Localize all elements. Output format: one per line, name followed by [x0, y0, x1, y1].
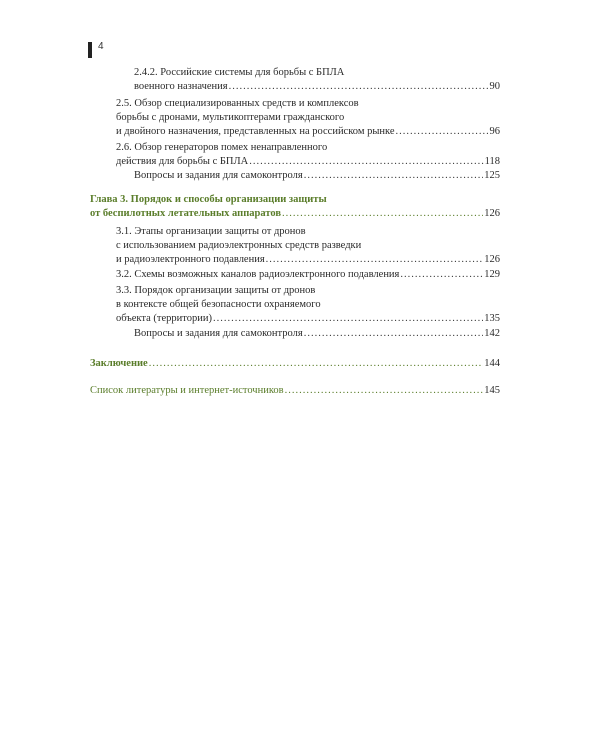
page-marker-bar: [88, 42, 92, 58]
toc-entry-2-4-2[interactable]: [134, 80, 500, 94]
toc-2-6-title-cont: действия для борьбы с БПЛА: [116, 156, 249, 167]
toc-questions-ch2-page: 125: [484, 170, 500, 181]
toc-conclusion-title: Заключение: [90, 358, 148, 369]
toc-questions-ch3-title: Вопросы и задания для самоконтроля: [134, 328, 303, 339]
toc-entry-3-3[interactable]: [116, 312, 500, 326]
toc-3-1-title: 3.1. Этапы организации защиты от дронов: [116, 226, 306, 237]
toc-2-5-title-cont: борьбы с дронами, мультикоптерами гражданского: [116, 112, 345, 123]
toc-chapter-3-title: Глава 3. Порядок и способы организации защиты: [90, 194, 327, 205]
toc-3-3-title-end: объекта (территории): [116, 313, 212, 324]
toc-entry-questions-ch2[interactable]: [134, 169, 500, 183]
toc-leader: [304, 327, 484, 341]
toc-3-2-page: 129: [484, 269, 500, 280]
toc-leader: [285, 384, 484, 398]
toc-2-6-title: 2.6. Обзор генераторов помех ненаправленного: [116, 142, 328, 153]
toc-2-6-page: 118: [484, 156, 500, 167]
toc-entry-chapter-3[interactable]: [90, 207, 500, 221]
page-number: 4: [98, 41, 104, 52]
toc-3-3-title-cont: в контексте общей безопасности охраняемого: [116, 299, 321, 310]
toc-references-title: Список литературы и интернет-источников: [90, 385, 284, 396]
toc-entry-questions-ch3[interactable]: [134, 327, 500, 341]
toc-leader: [400, 268, 483, 282]
toc-chapter-3-title-cont: от беспилотных летательных аппаратов: [90, 208, 281, 219]
toc-entry-2-5[interactable]: [116, 125, 500, 139]
toc-2-4-2-page: 90: [489, 81, 500, 92]
toc-entry-conclusion[interactable]: [90, 357, 500, 371]
toc-chapter-3-page: 126: [484, 208, 500, 219]
toc-leader: [213, 312, 483, 326]
toc-3-3-page: 135: [484, 313, 500, 324]
toc-3-1-page: 126: [484, 254, 500, 265]
toc-questions-ch2-title: Вопросы и задания для самоконтроля: [134, 170, 303, 181]
toc-conclusion-page: 144: [484, 358, 500, 369]
toc-3-2-title: 3.2. Схемы возможных каналов радиоэлектронного подавления: [116, 269, 400, 280]
toc-entry-references[interactable]: [90, 384, 500, 398]
toc-2-5-title: 2.5. Обзор специализированных средств и комплексов: [116, 98, 359, 109]
toc-leader: [396, 125, 489, 139]
toc-2-5-title-end: и двойного назначения, представленных на российском рынке: [116, 126, 395, 137]
toc-3-1-title-end: и радиоэлектронного подавления: [116, 254, 265, 265]
toc-3-1-title-cont: с использованием радиоэлектронных средств разведки: [116, 240, 362, 251]
toc-entry-3-2[interactable]: [116, 268, 500, 282]
toc-2-4-2-title-cont: военного назначения: [134, 81, 228, 92]
toc-entry-3-1[interactable]: [116, 253, 500, 267]
toc-references-page: 145: [484, 385, 500, 396]
toc-entry-2-6[interactable]: [116, 155, 500, 169]
toc-leader: [266, 253, 484, 267]
toc-leader: [149, 357, 484, 371]
toc-leader: [304, 169, 484, 183]
toc-leader: [249, 155, 483, 169]
toc-3-3-title: 3.3. Порядок организации защиты от дронов: [116, 285, 316, 296]
toc-questions-ch3-page: 142: [484, 328, 500, 339]
toc-2-5-page: 96: [489, 126, 500, 137]
toc-2-4-2-title: 2.4.2. Российские системы для борьбы с БПЛА: [134, 67, 345, 78]
toc-leader: [282, 207, 483, 221]
toc-leader: [229, 80, 489, 94]
